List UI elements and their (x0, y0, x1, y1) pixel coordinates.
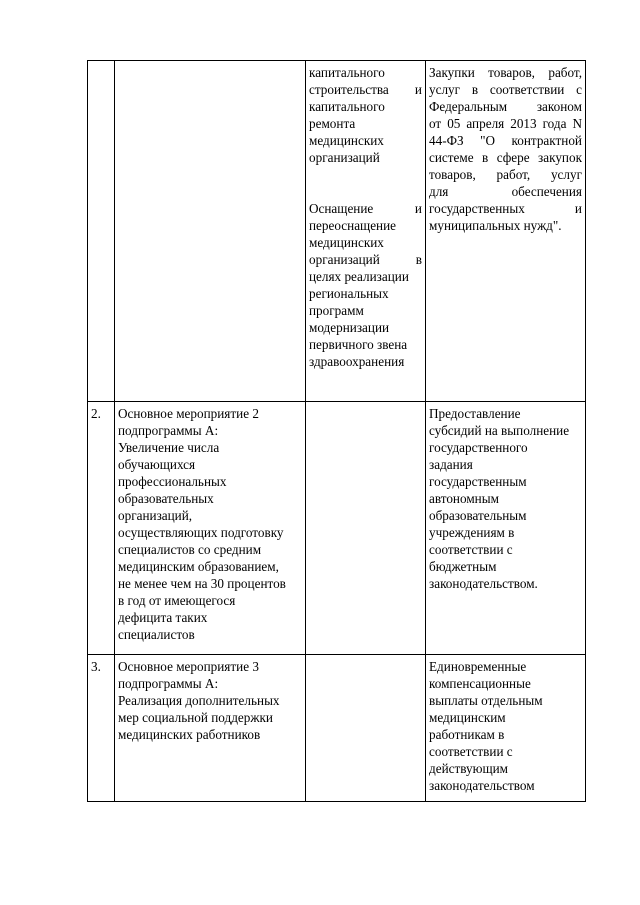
object-line: медицинских (309, 133, 384, 148)
event-line: осуществляющих подготовку (118, 525, 284, 540)
event-cell (115, 655, 306, 802)
mechanism-line: задания (429, 457, 473, 472)
object-cell (306, 61, 426, 402)
object-line: организаций в (309, 252, 422, 267)
mechanism-line: учреждениям в (429, 525, 515, 540)
event-line: мер социальной поддержки (118, 710, 273, 725)
object-line: переоснащение (309, 218, 397, 233)
object-line: организаций (309, 150, 380, 165)
object-line: строительства и (309, 82, 422, 97)
event-line: Основное мероприятие 3 (118, 659, 259, 674)
event-line: не менее чем на 30 процентов (118, 576, 286, 591)
mechanism-line: выплаты отдельным (429, 693, 543, 708)
mechanism-line: бюджетным (429, 559, 497, 574)
mechanism-line: системе в сфере закупок (429, 150, 582, 165)
object-line: модернизации (309, 320, 390, 335)
table-row (88, 61, 586, 402)
mechanism-line: образовательным (429, 508, 527, 523)
event-line: Основное мероприятие 2 (118, 406, 259, 421)
mechanism-cell (426, 402, 586, 655)
event-line: профессиональных (118, 474, 227, 489)
object-line: программ (309, 303, 364, 318)
object-line: ремонта (309, 116, 356, 131)
object-line: капитального (309, 99, 385, 114)
event-line: Реализация дополнительных (118, 693, 280, 708)
mechanism-cell (426, 655, 586, 802)
object-line: региональных (309, 286, 389, 301)
mechanism-line: 44-ФЗ "О контрактной (429, 133, 582, 148)
mechanism-line: законодательством. (429, 576, 538, 591)
mechanism-cell (426, 61, 586, 402)
event-line: специалистов (118, 627, 195, 642)
mechanism-line: услуг в соответствии с (429, 82, 582, 97)
mechanism-line: Предоставление (429, 406, 521, 421)
row-number-cell (88, 402, 115, 655)
object-line: капитального (309, 65, 385, 80)
event-line: образовательных (118, 491, 214, 506)
mechanism-line: медицинским (429, 710, 506, 725)
row-number: 2. (91, 406, 101, 421)
mechanism-line: муниципальных нужд". (429, 218, 562, 233)
event-line: подпрограммы А: (118, 676, 219, 691)
event-line: дефицита таких (118, 610, 208, 625)
mechanism-line: работникам в (429, 727, 505, 742)
object-line: целях реализации (309, 269, 409, 284)
mechanism-line: от 05 апреля 2013 года N (429, 116, 582, 131)
object-cell (306, 655, 426, 802)
event-line: организаций, (118, 508, 193, 523)
row-number-cell (88, 655, 115, 802)
mechanism-line: соответствии с (429, 744, 513, 759)
mechanism-line: для обеспечения (429, 184, 582, 199)
object-line: Оснащение и (309, 201, 422, 216)
row-number-cell (88, 61, 115, 402)
event-cell (115, 402, 306, 655)
mechanism-line: законодательством (429, 778, 535, 793)
mechanism-line: государственного (429, 440, 528, 455)
event-line: подпрограммы А: (118, 423, 219, 438)
table-row (88, 402, 586, 655)
table-row (88, 655, 586, 802)
event-line: медицинским образованием, (118, 559, 279, 574)
event-line: Увеличение числа (118, 440, 220, 455)
measures-table (87, 60, 586, 802)
event-cell (115, 61, 306, 402)
object-line: медицинских (309, 235, 384, 250)
mechanism-line: автономным (429, 491, 499, 506)
object-line: первичного звена (309, 337, 408, 352)
mechanism-line: субсидий на выполнение (429, 423, 570, 438)
mechanism-line: государственных и (429, 201, 582, 216)
event-line: в год от имеющегося (118, 593, 236, 608)
mechanism-line: соответствии с (429, 542, 513, 557)
mechanism-line: действующим (429, 761, 509, 776)
mechanism-line: Федеральным законом (429, 99, 582, 114)
mechanism-line: Закупки товаров, работ, (429, 65, 582, 80)
event-line: медицинских работников (118, 727, 261, 742)
mechanism-line: государственным (429, 474, 527, 489)
event-line: обучающихся (118, 457, 196, 472)
event-line: специалистов со средним (118, 542, 262, 557)
row-number: 3. (91, 659, 101, 674)
object-line: здравоохранения (309, 354, 405, 369)
mechanism-line: Единовременные (429, 659, 527, 674)
mechanism-line: компенсационные (429, 676, 531, 691)
mechanism-line: товаров, работ, услуг (429, 167, 582, 182)
object-cell (306, 402, 426, 655)
